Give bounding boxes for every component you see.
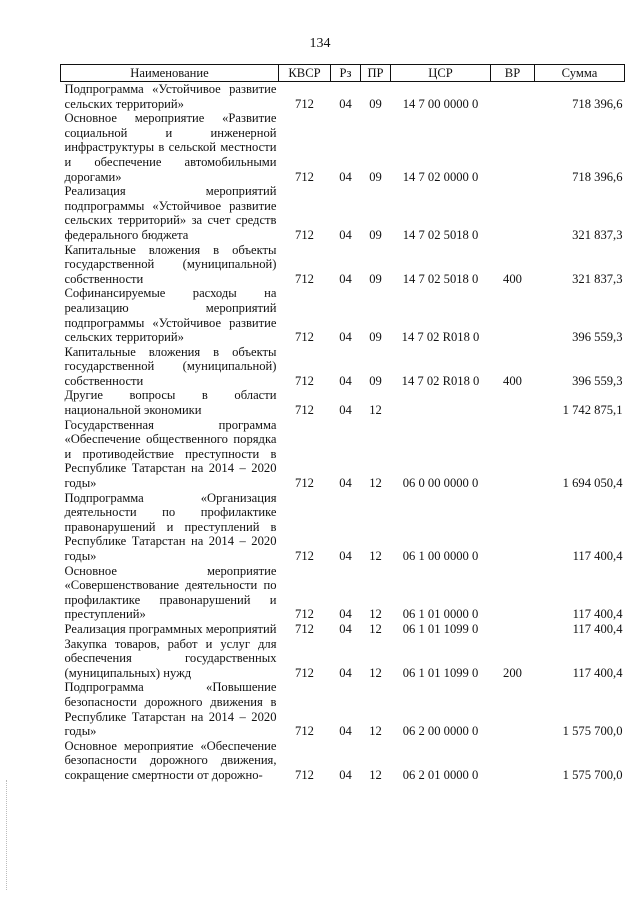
cell-sum: 117 400,4 bbox=[572, 621, 623, 636]
cell-pr: 12 bbox=[369, 724, 382, 739]
cell-rz: 04 bbox=[339, 96, 352, 111]
header-rz: Рз bbox=[331, 65, 361, 82]
cell-kvsr: 712 bbox=[295, 403, 314, 418]
table-row bbox=[61, 243, 625, 287]
cell-name: Капитальные вложения в объекты государственной (муниципальной) собственности bbox=[64, 242, 277, 286]
table-row bbox=[61, 184, 625, 242]
cell-vr bbox=[491, 388, 535, 417]
cell-rz: 04 bbox=[339, 330, 352, 345]
cell-kvsr: 712 bbox=[295, 549, 314, 563]
table-row bbox=[61, 82, 625, 112]
cell-name: Реализация программных мероприятий bbox=[64, 621, 277, 636]
cell-rz: 04 bbox=[339, 549, 352, 563]
table-row bbox=[61, 564, 625, 622]
cell-pr: 12 bbox=[369, 549, 382, 563]
cell-name: Основное мероприятие «Развитие социальной и инженерной инфраструктуры в сельской местности и обеспечение автомобильными дорогами» bbox=[64, 111, 277, 184]
cell-sum: 396 559,3 bbox=[572, 373, 623, 388]
cell-sum: 117 400,4 bbox=[572, 607, 623, 622]
cell-name: Реализация мероприятий подпрограммы «Устойчивое развитие сельских территорий» за счет средств федерального бюджета bbox=[64, 184, 277, 242]
cell-name: Основное мероприятие «Обеспечение безопасности дорожного движения, сокращение смертности от дорожно- bbox=[64, 738, 277, 782]
cell-kvsr: 712 bbox=[295, 373, 314, 388]
cell-vr bbox=[491, 564, 535, 622]
cell-csr: 06 1 01 1099 0 bbox=[402, 665, 479, 680]
cell-csr: 06 1 01 0000 0 bbox=[402, 607, 479, 622]
cell-vr bbox=[491, 82, 535, 112]
cell-csr bbox=[391, 388, 491, 417]
cell-sum: 1 575 700,0 bbox=[562, 724, 623, 739]
table-body bbox=[61, 82, 625, 783]
table-row bbox=[61, 111, 625, 184]
cell-sum: 321 837,3 bbox=[572, 227, 623, 242]
cell-rz: 04 bbox=[339, 227, 352, 242]
cell-rz: 04 bbox=[339, 169, 352, 184]
cell-csr: 06 1 00 0000 0 bbox=[402, 549, 479, 563]
cell-vr bbox=[491, 286, 535, 344]
cell-kvsr: 712 bbox=[295, 96, 314, 111]
cell-vr bbox=[491, 491, 535, 564]
table-row bbox=[61, 418, 625, 491]
cell-csr: 06 0 00 0000 0 bbox=[402, 476, 479, 491]
cell-vr bbox=[491, 111, 535, 184]
page-number: 134 bbox=[309, 36, 331, 51]
cell-rz: 04 bbox=[339, 724, 352, 739]
cell-pr: 12 bbox=[369, 403, 382, 418]
cell-rz: 04 bbox=[339, 373, 352, 388]
cell-rz: 04 bbox=[339, 607, 352, 622]
header-kvsr: КВСР bbox=[279, 65, 331, 82]
header-pr: ПР bbox=[361, 65, 391, 82]
header-sum: Сумма bbox=[535, 65, 625, 82]
cell-sum: 321 837,3 bbox=[572, 271, 623, 286]
table-row bbox=[61, 388, 625, 417]
cell-sum: 117 400,4 bbox=[572, 549, 623, 563]
cell-kvsr: 712 bbox=[295, 476, 314, 491]
cell-csr: 06 2 01 0000 0 bbox=[402, 767, 479, 782]
budget-table bbox=[60, 64, 625, 783]
cell-name: Капитальные вложения в объекты государственной (муниципальной) собственности bbox=[64, 344, 277, 388]
cell-pr: 09 bbox=[369, 169, 382, 184]
header-vr: ВР bbox=[491, 65, 535, 82]
cell-sum: 396 559,3 bbox=[572, 330, 623, 345]
cell-sum: 1 575 700,0 bbox=[562, 767, 623, 782]
table-row bbox=[61, 739, 625, 783]
cell-pr: 09 bbox=[369, 96, 382, 111]
cell-name: Основное мероприятие «Совершенствование деятельности по профилактике правонарушений и преступлений» bbox=[64, 563, 277, 622]
cell-pr: 12 bbox=[369, 607, 382, 622]
cell-kvsr: 712 bbox=[295, 767, 314, 782]
table-row bbox=[61, 680, 625, 738]
header-csr: ЦСР bbox=[391, 65, 491, 82]
cell-kvsr: 712 bbox=[295, 621, 314, 636]
table-header-row bbox=[61, 65, 625, 82]
cell-rz: 04 bbox=[339, 665, 352, 680]
cell-vr: 400 bbox=[503, 271, 522, 286]
cell-rz: 04 bbox=[339, 767, 352, 782]
cell-sum: 718 396,6 bbox=[572, 96, 623, 111]
cell-name: Подпрограмма «Повышение безопасности дорожного движения в Республике Татарстан на 2014 – 2020 годы» bbox=[64, 680, 277, 739]
cell-name: Государственная программа «Обеспечение общественного порядка и противодействие преступности в Республике Татарстан на 2014 – 2020 годы» bbox=[64, 417, 277, 491]
cell-kvsr: 712 bbox=[295, 724, 314, 739]
scan-edge-marks bbox=[6, 780, 8, 890]
cell-kvsr: 712 bbox=[295, 169, 314, 184]
cell-rz: 04 bbox=[339, 476, 352, 491]
cell-pr: 12 bbox=[369, 767, 382, 782]
cell-name: Другие вопросы в области национальной экономики bbox=[64, 388, 277, 418]
cell-pr: 09 bbox=[369, 330, 382, 345]
cell-name: Закупка товаров, работ и услуг для обеспечения государственных (муниципальных) нужд bbox=[64, 636, 277, 680]
cell-pr: 09 bbox=[369, 227, 382, 242]
table-row bbox=[61, 491, 625, 564]
cell-kvsr: 712 bbox=[295, 227, 314, 242]
cell-sum: 117 400,4 bbox=[572, 665, 623, 680]
cell-name: Софинансируемые расходы на реализацию мероприятий подпрограммы «Устойчивое развитие сельских территорий» bbox=[64, 286, 277, 345]
cell-pr: 12 bbox=[369, 665, 382, 680]
cell-vr bbox=[491, 184, 535, 242]
cell-csr: 14 7 02 R018 0 bbox=[401, 373, 480, 388]
cell-kvsr: 712 bbox=[295, 271, 314, 286]
cell-csr: 14 7 02 5018 0 bbox=[402, 271, 479, 286]
cell-pr: 09 bbox=[369, 373, 382, 388]
cell-pr: 09 bbox=[369, 271, 382, 286]
cell-sum: 1 694 050,4 bbox=[562, 476, 623, 491]
table-row bbox=[61, 637, 625, 681]
cell-csr: 06 2 00 0000 0 bbox=[402, 724, 479, 739]
table-row bbox=[61, 345, 625, 389]
cell-vr bbox=[491, 680, 535, 738]
cell-pr: 12 bbox=[369, 476, 382, 491]
cell-csr: 14 7 02 0000 0 bbox=[402, 169, 479, 184]
cell-csr: 14 7 02 5018 0 bbox=[402, 227, 479, 242]
cell-pr: 12 bbox=[369, 621, 382, 636]
cell-name: Подпрограмма «Устойчивое развитие сельских территорий» bbox=[64, 82, 277, 111]
header-name: Наименование bbox=[61, 65, 279, 82]
cell-rz: 04 bbox=[339, 271, 352, 286]
cell-kvsr: 712 bbox=[295, 607, 314, 622]
cell-vr bbox=[491, 739, 535, 783]
cell-kvsr: 712 bbox=[295, 665, 314, 680]
cell-sum: 1 742 875,1 bbox=[562, 403, 623, 418]
cell-csr: 14 7 02 R018 0 bbox=[401, 330, 480, 345]
cell-vr: 400 bbox=[503, 373, 522, 388]
table-row bbox=[61, 622, 625, 637]
cell-kvsr: 712 bbox=[295, 330, 314, 345]
cell-vr bbox=[491, 622, 535, 637]
cell-name: Подпрограмма «Организация деятельности по профилактике правонарушений и преступлений в Республике Татарстан на 2014 – 2020 годы» bbox=[64, 490, 277, 563]
cell-sum: 718 396,6 bbox=[572, 169, 623, 184]
cell-rz: 04 bbox=[339, 403, 352, 418]
table-row bbox=[61, 286, 625, 344]
cell-csr: 06 1 01 1099 0 bbox=[402, 621, 479, 636]
cell-vr bbox=[491, 418, 535, 491]
cell-csr: 14 7 00 0000 0 bbox=[402, 96, 479, 111]
cell-rz: 04 bbox=[339, 621, 352, 636]
cell-vr: 200 bbox=[503, 665, 522, 680]
